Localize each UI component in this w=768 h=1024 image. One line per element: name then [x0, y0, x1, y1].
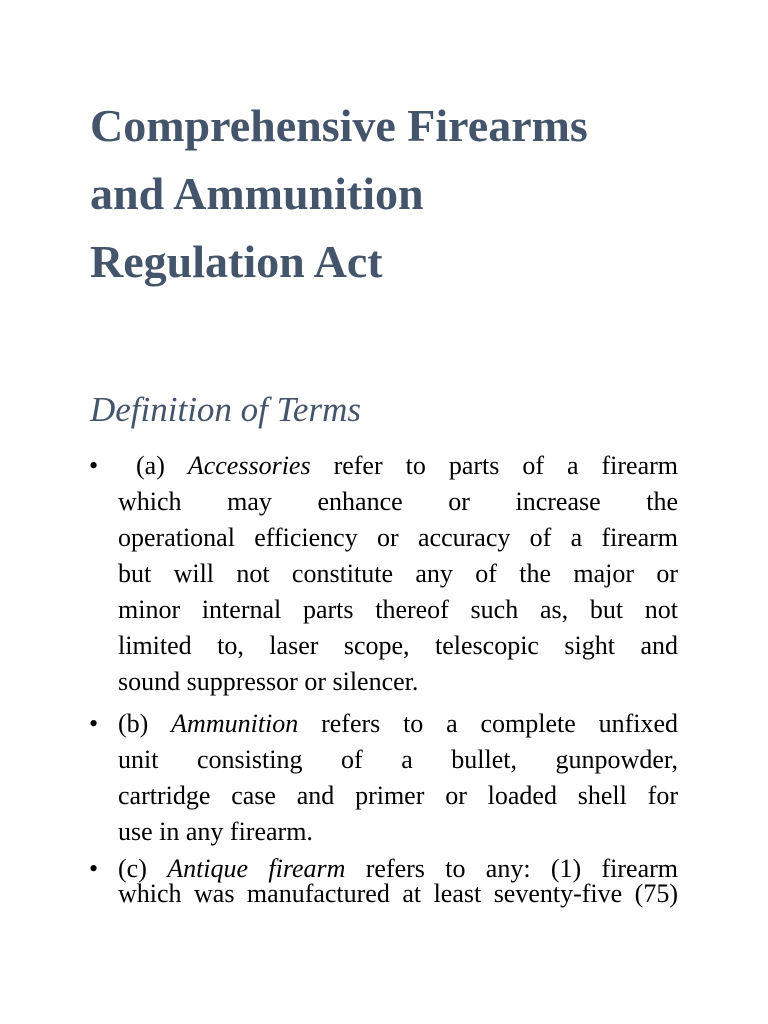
definition-line: limited to, laser scope, telescopic sight and	[118, 631, 678, 660]
definition-text: refers to any: (1) firearm	[365, 854, 679, 883]
definition-line: cartridge case and primer or loaded shell for	[118, 781, 678, 810]
definition-line: but will not constitute any of the major or	[118, 559, 678, 588]
definition-text: refers to a complete unfixed	[321, 709, 679, 738]
document-title	[90, 92, 710, 296]
definition-line: which was manufactured at least seventy-five (75)	[118, 879, 678, 908]
section-heading: Definition of Terms	[90, 390, 361, 429]
item-prefix: (c)	[118, 854, 147, 883]
bullet-icon: •	[89, 709, 99, 738]
definition-line: operational efficiency or accuracy of a firearm	[118, 523, 678, 552]
defined-term: Accessories	[187, 451, 311, 480]
definition-text: refer to parts of a firearm	[333, 451, 678, 480]
definition-first-line	[118, 709, 678, 739]
title-line-1: Comprehensive Firearms	[90, 100, 588, 151]
title-line-2: and Ammunition	[90, 168, 424, 219]
definition-line: which may enhance or increase the	[118, 487, 678, 516]
bullet-icon: •	[89, 854, 99, 883]
defined-term: Antique firearm	[167, 854, 346, 883]
item-prefix: (a)	[136, 451, 165, 480]
definition-first-line	[136, 451, 678, 481]
bullet-icon: •	[89, 451, 99, 480]
definition-line: unit consisting of a bullet, gunpowder,	[118, 745, 678, 774]
definition-line: sound suppressor or silencer.	[118, 667, 419, 696]
definition-line: use in any firearm.	[118, 817, 313, 846]
defined-term: Ammunition	[171, 709, 299, 738]
title-line-3: Regulation Act	[90, 236, 383, 287]
definition-line: minor internal parts thereof such as, but not	[118, 595, 678, 624]
item-prefix: (b)	[118, 709, 149, 738]
